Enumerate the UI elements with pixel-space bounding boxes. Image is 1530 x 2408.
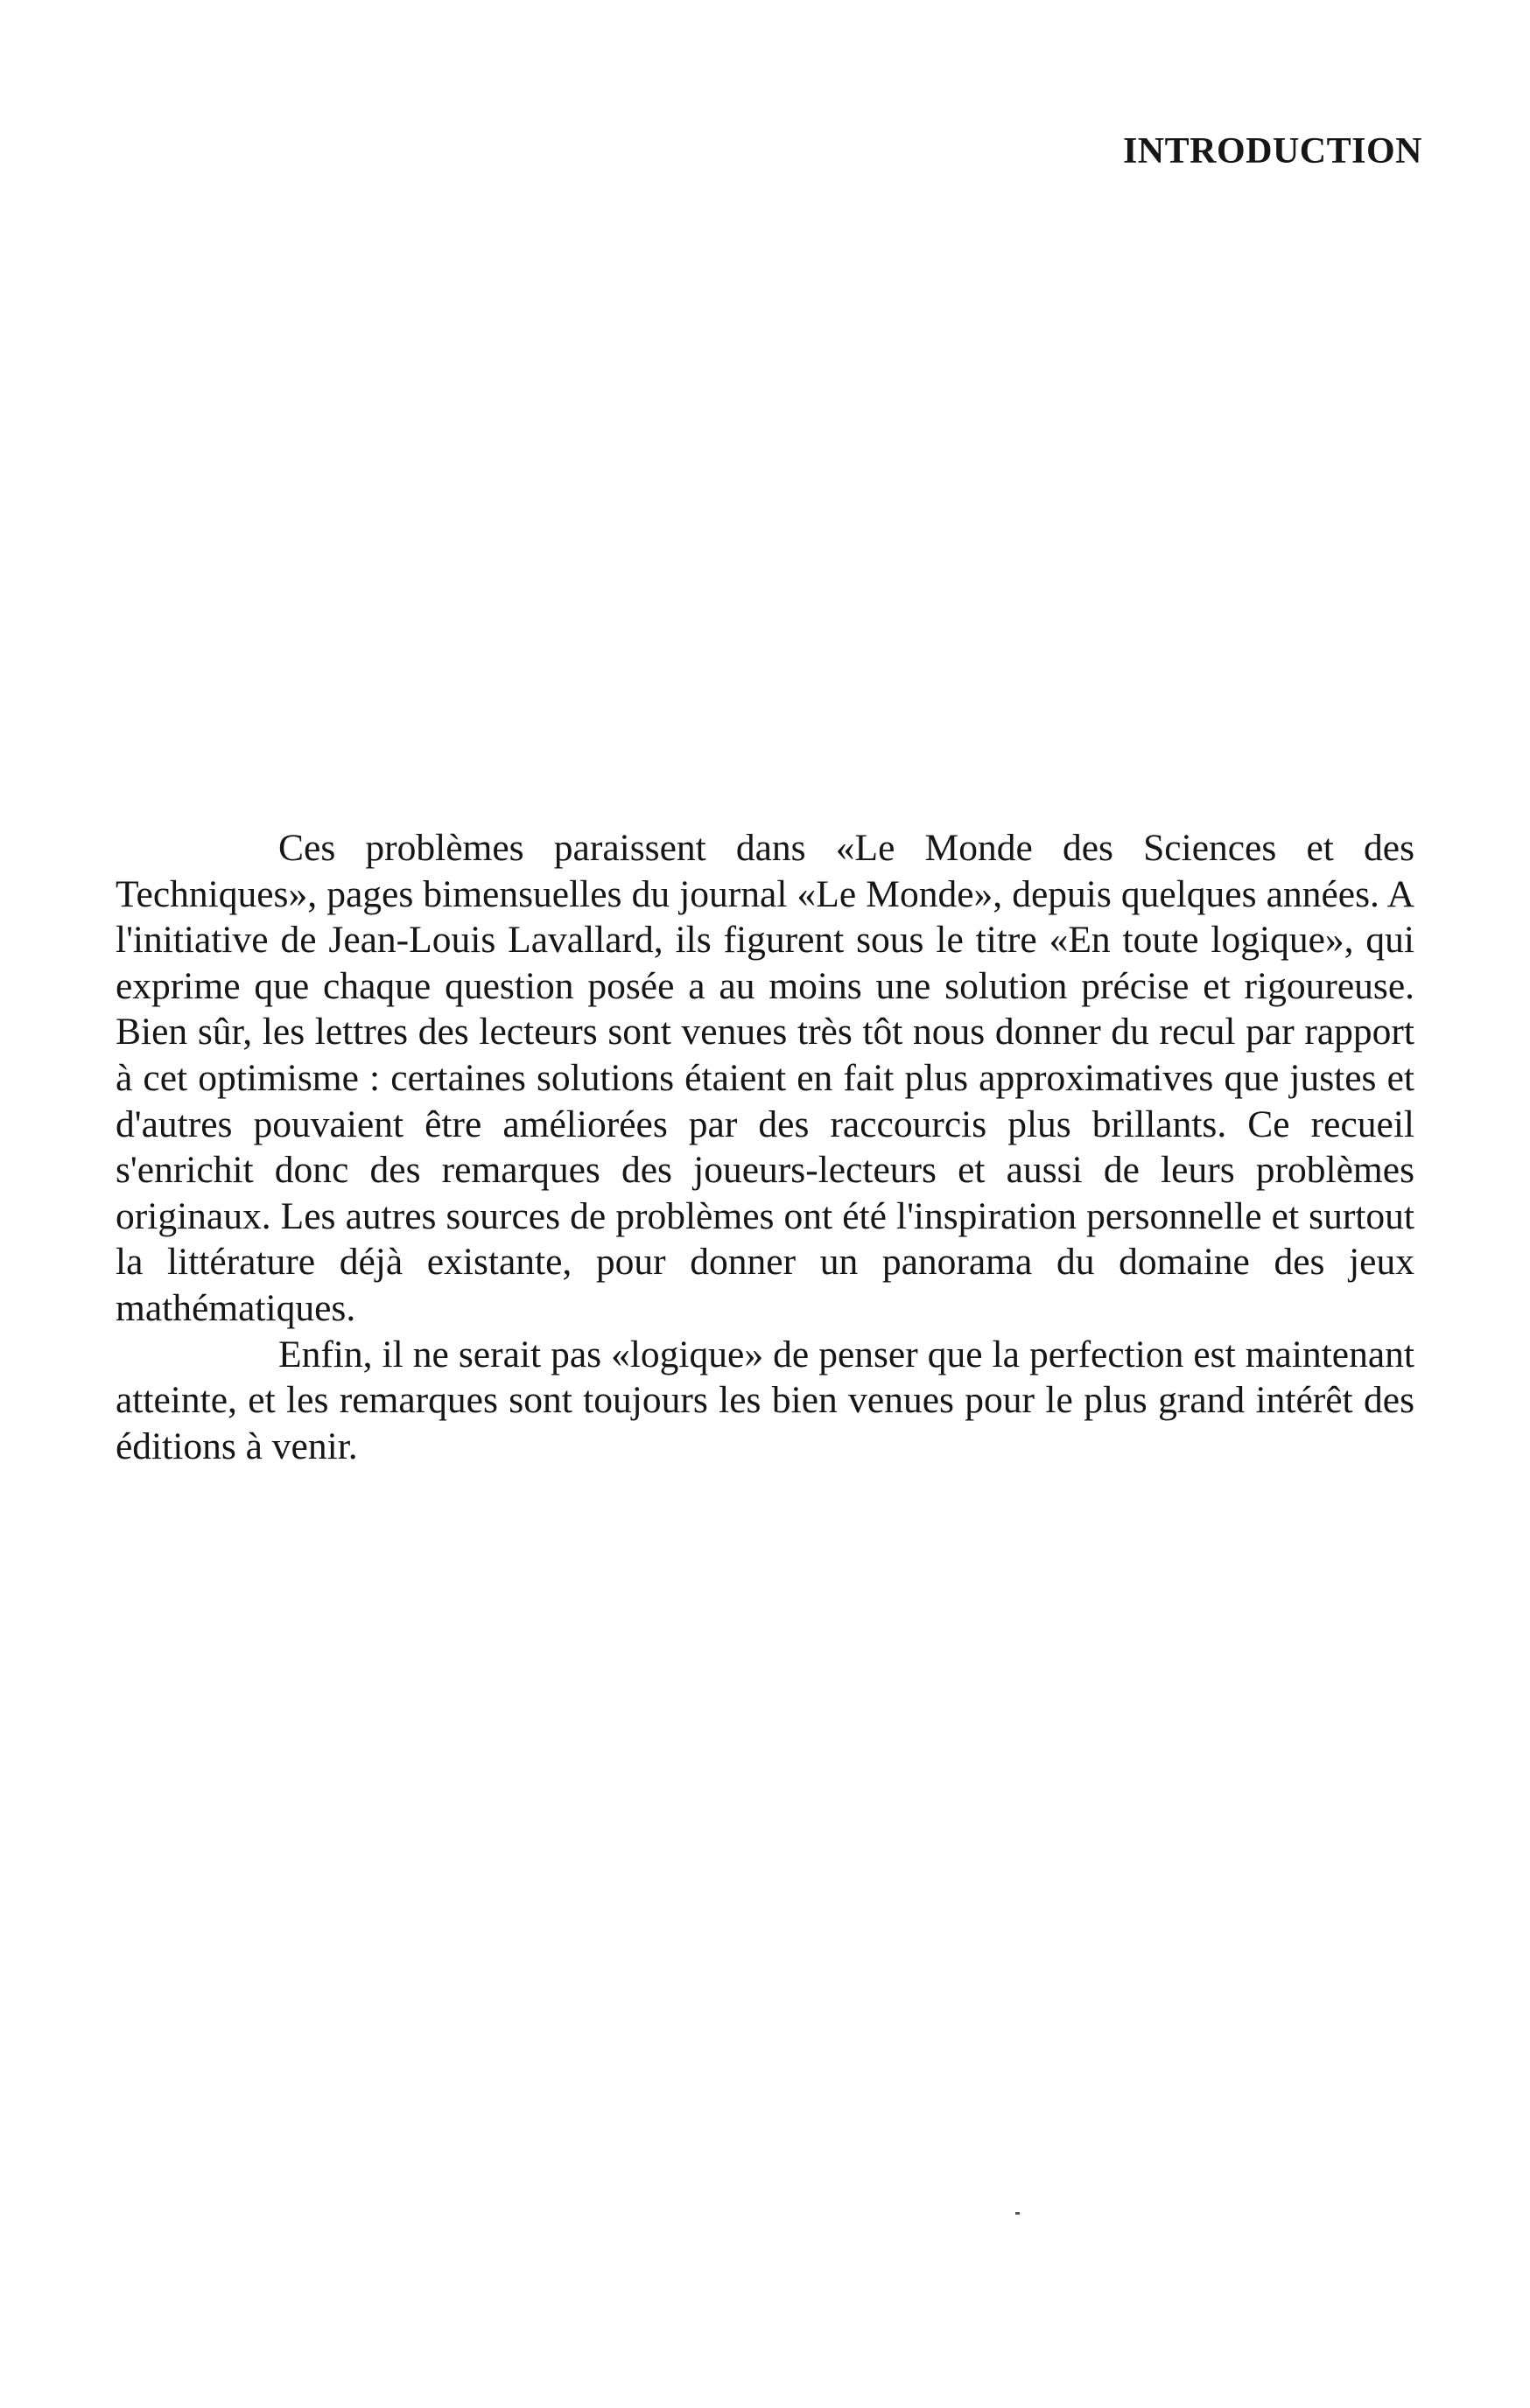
body-text (116, 825, 1414, 1469)
stray-mark (1015, 2212, 1020, 2215)
paragraph-1: Ces problèmes paraissent dans «Le Monde des Sciences et des Techniques», pages bimensuelles du journal «Le Monde», depuis quelques années. A l'initiative de Jean-Louis Lavallard, ils figurent sous le titre «En toute logique», qui exprime que chaque question posée a au moins une solution précise et rigoureuse. Bien sûr, les lettres des lecteurs sont venues très tôt nous donner du recul par rapport à cet optimisme : certaines solutions étaient en fait plus approximatives que justes et d'autres pouvaient être améliorées par des raccourcis plus brillants. Ce recueil s'enrichit donc des remarques des joueurs-lecteurs et aussi de leurs problèmes originaux. Les autres sources de problèmes ont été l'inspiration personnelle et surtout la littérature déjà existante, pour donner un panorama du domaine des jeux mathématiques. (116, 827, 1414, 1329)
page-title: INTRODUCTION (1122, 131, 1422, 172)
paragraph-2: Enfin, il ne serait pas «logique» de penser que la perfection est maintenant atteinte, et les remarques sont toujours les bien venues pour le plus grand intérêt des éditions à venir. (116, 1333, 1414, 1467)
